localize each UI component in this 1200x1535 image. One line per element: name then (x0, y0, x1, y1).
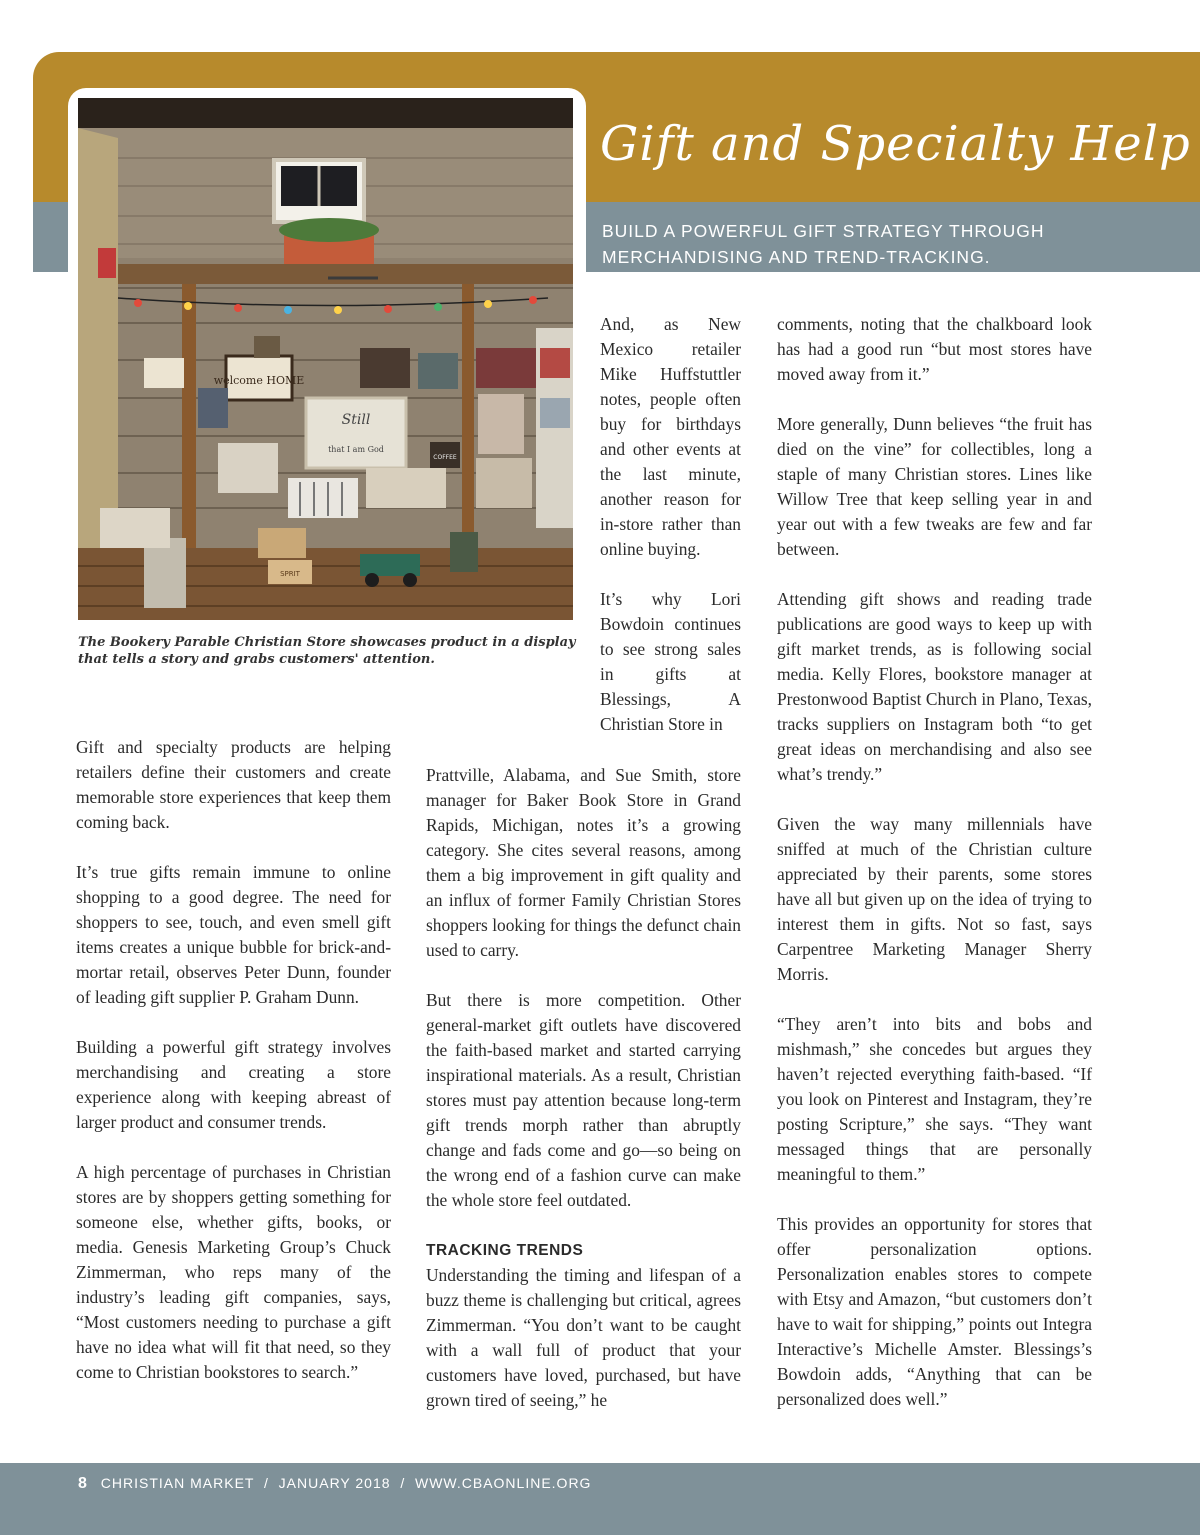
paragraph: A high percentage of purchases in Christian stores are by shoppers getting something for someone else, whether gifts, books, or media. Genesis Marketing Group’s Chuck Zimmerman, who reps many of the industry’s leading gift companies, says, “Most customers needing to purchase a gift have no idea what will fit that need, so they come to Christian bookstores to search.” (76, 1162, 391, 1382)
paragraph: But there is more competition. Other general-market gift outlets have discovered the faith-based market and started carrying inspirational materials. As a result, Christian stores must pay attention because long-term gift trends morph rather than abruptly change and fads come and go—so being on the wrong end of a fashion curve can make the whole store feel outdated. (426, 990, 741, 1210)
photo-caption: The Bookery Parable Christian Store showcases product in a display that tells a story and grabs customers' attention. (78, 635, 576, 667)
paragraph: Gift and specialty products are helping retailers define their customers and create memorable store experiences that keep them coming back. (76, 737, 391, 832)
page-number: 8 (78, 1475, 88, 1492)
article-column-2-narrow (600, 312, 741, 737)
paragraph: This provides an opportunity for stores that offer personalization options. Personalization enables stores to compete with Etsy and Amazon, “but customers don’t have to wait for shipping,” points out Integra Interactive’s Michelle Amster. Blessings’s Bowdoin adds, “Anything that can be personalized does well.” (777, 1214, 1092, 1409)
paragraph: comments, noting that the chalkboard look has had a good run “but most stores have moved away from it.” (777, 314, 1092, 384)
footer-band (0, 1463, 1200, 1535)
article-column-1 (76, 735, 391, 1410)
paragraph: Prattville, Alabama, and Sue Smith, store manager for Baker Book Store in Grand Rapids, Michigan, notes it’s a growing category. She cites several reasons, among them a big improvement in gift quality and an influx of former Family Christian Stores shoppers looking for things the defunct chain used to carry. (426, 765, 741, 960)
store-display-photo (78, 98, 573, 620)
paragraph: “They aren’t into bits and bobs and mishmash,” she concedes but argues they haven’t rejected everything faith-based. “If you look on Pinterest and Instagram, they’re posting Scripture,” she says. “They want messaged things that are personally meaningful to them.” (777, 1014, 1092, 1184)
paragraph: And, as New Mexico retailer Mike Huffstuttler notes, people often buy for birthdays and other events at the last minute, another reason for in-store rather than online buying. (600, 314, 741, 559)
paragraph: More generally, Dunn believes “the fruit has died on the vine” for collectibles, long a staple of many Christian stores. Lines like Willow Tree that keep selling year in and year out with a few tweaks are few and far between. (777, 414, 1092, 559)
welcome-home-sign: welcome HOME (213, 374, 305, 387)
still-sign: Still (341, 412, 371, 428)
spirit-crate-label: SPRIT (280, 570, 300, 578)
article-column-3 (777, 312, 1092, 1437)
footer-publication: CHRISTIAN MARKET / JANUARY 2018 / WWW.CBAONLINE.ORG (100, 1475, 592, 1491)
paragraph: Building a powerful gift strategy involves merchandising and creating a store experience along with keeping abreast of larger product and consumer trends. (76, 1037, 391, 1132)
paragraph: Given the way many millennials have sniffed at much of the Christian culture appreciated by their parents, some stores have all but given up on the idea of trying to interest them in gifts. Not so fast, says Carpentree Marketing Manager Sherry Morris. (777, 814, 1092, 984)
footer (78, 1475, 591, 1493)
paragraph: It’s true gifts remain immune to online shopping to a good degree. The need for shoppers to see, touch, and even smell gift items creates a unique bubble for brick-and-mortar retail, observes Peter Dunn, founder of leading gift supplier P. Graham Dunn. (76, 862, 391, 1007)
paragraph: Attending gift shows and reading trade publications are good ways to keep up with gift market trends, as is following social media. Kelly Flores, bookstore manager at Prestonwood Baptist Church in Plano, Texas, tracks suppliers on Instagram both “to get great ideas on merchandising and also see what’s trendy.” (777, 589, 1092, 784)
paragraph: It’s why Lori Bowdoin continues to see strong sales in gifts at Blessings, A Christian Store in (600, 589, 741, 734)
section-heading: TRACKING TRENDS (426, 1242, 584, 1259)
article-column-2 (426, 763, 741, 1438)
coffee-sign: COFFEE (433, 454, 457, 461)
page-subtitle: BUILD A POWERFUL GIFT STRATEGY THROUGH MERCHANDISING AND TREND-TRACKING. (602, 221, 1045, 267)
i-am-god-sign: that I am God (328, 445, 384, 454)
paragraph: Understanding the timing and lifespan of a buzz theme is challenging but critical, agrees Zimmerman. “You don’t want to be caught with a wall full of product that your customers have loved, purchased, but have grown tired of seeing,” he (426, 1265, 741, 1410)
page-title: Gift and Specialty Help (600, 116, 1191, 172)
